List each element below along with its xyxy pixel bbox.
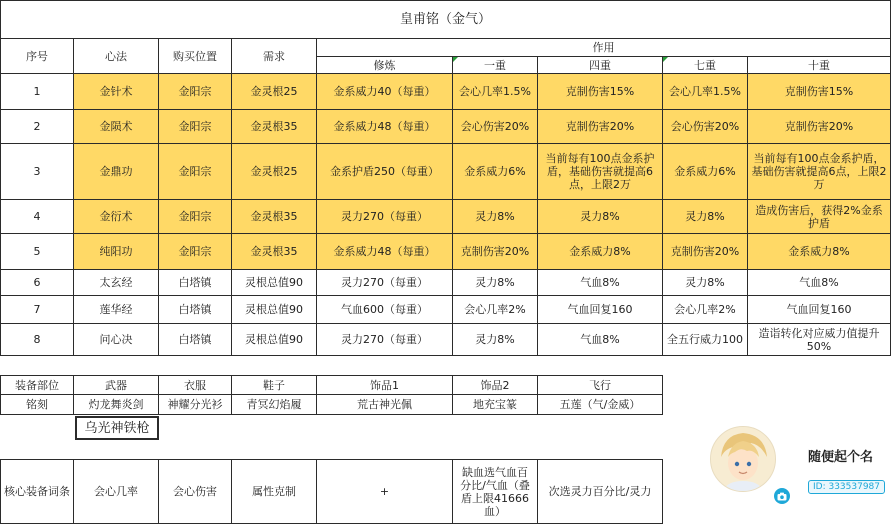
row4-index: 4 [0,199,74,234]
engrave-extra-weapon: 乌光神铁枪 [75,416,159,440]
row6-index: 6 [0,269,74,296]
core-item-crit-damage: 会心伤害 [158,459,232,524]
row3-req: 金灵根25 [231,143,317,200]
equip-slot-accessory2: 饰品2 [452,375,538,395]
equip-slot-shoes: 鞋子 [231,375,317,395]
core-label: 核心装备词条 [0,459,74,524]
row2-index: 2 [0,109,74,144]
equip-slot-clothes: 衣服 [158,375,232,395]
row7-cult: 气血600（每重） [316,295,453,324]
row3-place: 金阳宗 [158,143,232,200]
core-item-hp: 缺血选气血百分比/气血（叠盾上限41666血） [452,459,538,524]
row2-req: 金灵根35 [231,109,317,144]
row5-index: 5 [0,233,74,270]
row8-t1: 灵力8% [452,323,538,356]
row6-place: 白塔镇 [158,269,232,296]
row2-t4: 克制伤害20% [537,109,663,144]
row3-name: 金鼎功 [73,143,159,200]
header-tier4: 四重 [537,56,663,74]
row5-t10: 金系威力8% [747,233,891,270]
row1-place: 金阳宗 [158,73,232,110]
row8-place: 白塔镇 [158,323,232,356]
row7-t7: 会心几率2% [662,295,748,324]
row6-t4: 气血8% [537,269,663,296]
row3-t4: 当前每有100点金系护盾，基础伤害就提高6点，上限2万 [537,143,663,200]
engrave-flight: 五莲（气/金威） [537,394,663,415]
row5-cult: 金系威力48（每重） [316,233,453,270]
equip-slot-label: 装备部位 [0,375,74,395]
row8-cult: 灵力270（每重） [316,323,453,356]
engrave-label: 铭刻 [0,394,74,415]
row6-t10: 气血8% [747,269,891,296]
row8-t4: 气血8% [537,323,663,356]
avatar-portrait [711,427,775,491]
row8-t7: 全五行威力100 [662,323,748,356]
row3-t7: 金系威力6% [662,143,748,200]
row5-t7: 克制伤害20% [662,233,748,270]
engrave-accessory1: 荒古神光佩 [316,394,453,415]
profile-card [700,416,891,524]
row7-name: 莲华经 [73,295,159,324]
row1-cult: 金系威力40（每重） [316,73,453,110]
header-index: 序号 [0,38,74,74]
row1-t4: 克制伤害15% [537,73,663,110]
row2-name: 金陨术 [73,109,159,144]
row4-name: 金衍术 [73,199,159,234]
row1-index: 1 [0,73,74,110]
profile-id: ID: 333537987 [808,480,885,494]
equip-slot-flight: 飞行 [537,375,663,395]
core-item-crit-rate: 会心几率 [73,459,159,524]
row4-t7: 灵力8% [662,199,748,234]
engrave-clothes: 神耀分光衫 [158,394,232,415]
row5-req: 金灵根35 [231,233,317,270]
row8-name: 问心决 [73,323,159,356]
core-item-counter: 属性克制 [231,459,317,524]
row8-index: 8 [0,323,74,356]
row4-req: 金灵根35 [231,199,317,234]
row3-index: 3 [0,143,74,200]
row7-req: 灵根总值90 [231,295,317,324]
header-buy-location: 购买位置 [158,38,232,74]
equip-slot-accessory1: 饰品1 [316,375,453,395]
row4-t4: 灵力8% [537,199,663,234]
row7-place: 白塔镇 [158,295,232,324]
core-item-plus: + [316,459,453,524]
row2-t7: 会心伤害20% [662,109,748,144]
row2-t1: 会心伤害20% [452,109,538,144]
profile-name: 随便起个名 [808,450,874,465]
row3-t1: 金系威力6% [452,143,538,200]
camera-icon[interactable] [774,488,790,504]
row1-t10: 克制伤害15% [747,73,891,110]
equip-slot-weapon: 武器 [73,375,159,395]
row2-t10: 克制伤害20% [747,109,891,144]
header-tier10: 十重 [747,56,891,74]
sheet-title: 皇甫铭（金气） [0,0,891,39]
row4-cult: 灵力270（每重） [316,199,453,234]
row1-t1: 会心几率1.5% [452,73,538,110]
row5-t4: 金系威力8% [537,233,663,270]
row4-t10: 造成伤害后，获得2%金系护盾 [747,199,891,234]
engrave-weapon: 灼龙舞炎剑 [73,394,159,415]
header-cultivate: 修炼 [316,56,453,74]
avatar [710,426,776,492]
header-method: 心法 [73,38,159,74]
header-tier7: 七重 [662,56,748,74]
header-tier1: 一重 [452,56,538,74]
row6-t7: 灵力8% [662,269,748,296]
row6-cult: 灵力270（每重） [316,269,453,296]
row5-t1: 克制伤害20% [452,233,538,270]
row1-t7: 会心几率1.5% [662,73,748,110]
row7-t4: 气血回复160 [537,295,663,324]
row1-name: 金针术 [73,73,159,110]
row5-name: 纯阳功 [73,233,159,270]
row7-index: 7 [0,295,74,324]
row4-place: 金阳宗 [158,199,232,234]
row2-place: 金阳宗 [158,109,232,144]
header-requirement: 需求 [231,38,317,74]
row6-t1: 灵力8% [452,269,538,296]
header-effect: 作用 [316,38,891,57]
row8-req: 灵根总值90 [231,323,317,356]
row2-cult: 金系威力48（每重） [316,109,453,144]
core-item-spirit: 次选灵力百分比/灵力 [537,459,663,524]
engrave-accessory2: 地充宝篆 [452,394,538,415]
row3-cult: 金系护盾250（每重） [316,143,453,200]
row6-name: 太玄经 [73,269,159,296]
row4-t1: 灵力8% [452,199,538,234]
row7-t10: 气血回复160 [747,295,891,324]
engrave-shoes: 青冥幻焰履 [231,394,317,415]
row7-t1: 会心几率2% [452,295,538,324]
row1-req: 金灵根25 [231,73,317,110]
row8-t10: 造诣转化对应威力值提升50% [747,323,891,356]
row5-place: 金阳宗 [158,233,232,270]
row6-req: 灵根总值90 [231,269,317,296]
row3-t10: 当前每有100点金系护盾，基础伤害就提高6点，上限2万 [747,143,891,200]
